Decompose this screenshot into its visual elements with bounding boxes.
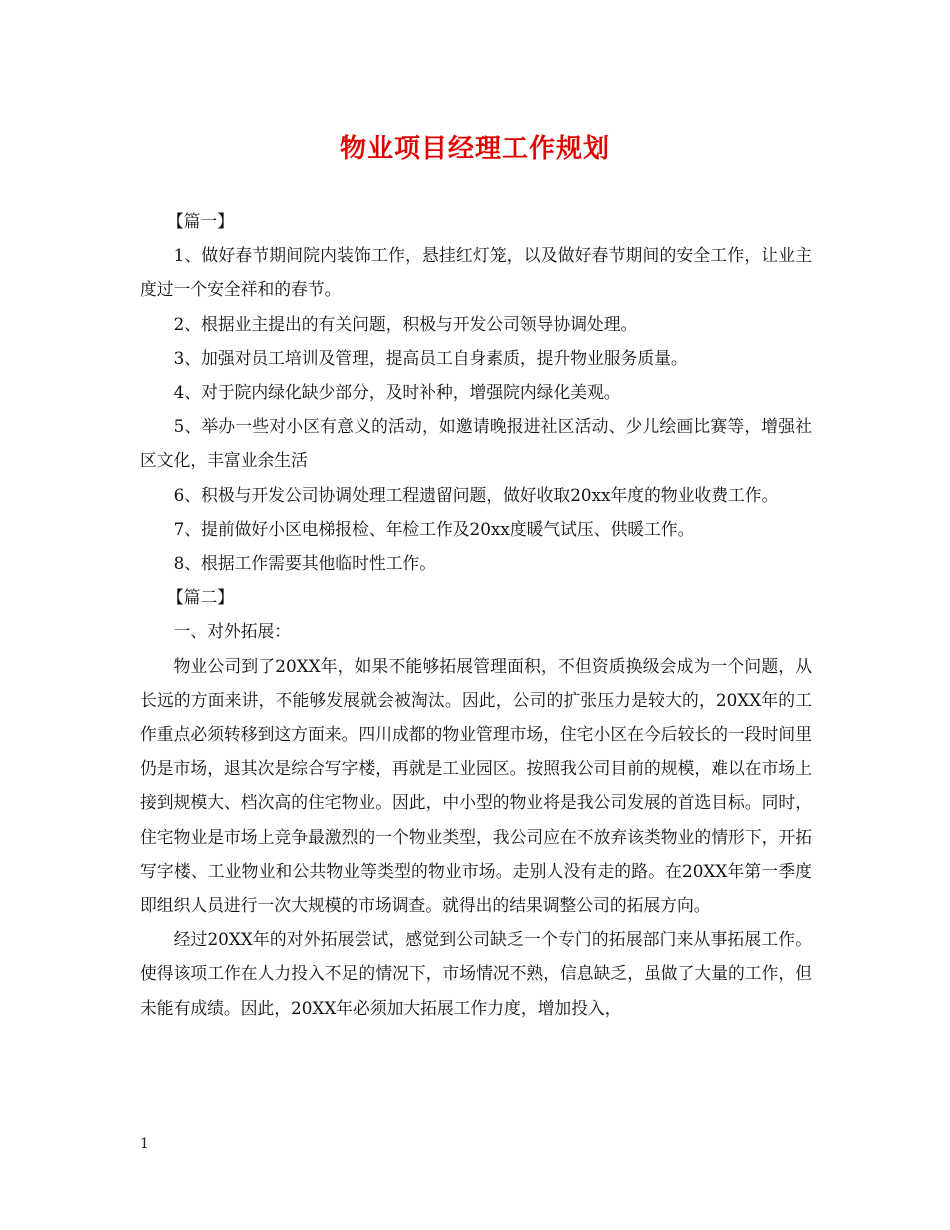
list-item: 3、加强对员工培训及管理，提高员工自身素质，提升物业服务质量。 (173, 347, 688, 368)
list-item: 8、根据工作需要其他临时性工作。 (173, 553, 436, 574)
document-title: 物业项目经理工作规划 (339, 134, 610, 164)
list-item: 7、提前做好小区电梯报检、年检工作及20xx度暖气试压、供暖工作。 (173, 518, 695, 539)
section-heading-1: 【篇一】 (166, 211, 235, 231)
body-paragraph: 经过20XX年的对外拓展尝试，感觉到公司缺乏一个专门的拓展部门来从事拓展工作。使得该项工作在人力投入不足的情况下，市场情况不熟，信息缺乏，虽做了大量的工作，但未能有成绩。因此，20XX年必须加大拓展工作力度，增加投入， (140, 929, 812, 1018)
list-item: 4、对于院内绿化缺少部分，及时补种，增强院内绿化美观。 (173, 382, 621, 403)
document-body (140, 204, 812, 1025)
list-item: 6、积极与开发公司协调处理工程遗留问题，做好收取20xx年度的物业收费工作。 (173, 484, 779, 505)
section-heading-2: 【篇二】 (166, 587, 235, 608)
body-paragraph: 物业公司到了20XX年，如果不能够拓展管理面积，不但资质换级会成为一个问题，从长远的方面来讲，不能够发展就会被淘汰。因此，公司的扩张压力是较大的，20XX年的工作重点必须转移到这方面来。四川成都的物业管理市场，住宅小区在今后较长的一段时间里仍是市场，退其次是综合写字楼，再就是工业园区。按照我公司目前的规模，难以在市场上接到规模大、档次高的住宅物业。因此，中小型的物业将是我公司发展的首选目标。同时，住宅物业是市场上竞争最激烈的一个物业类型，我公司应在不放弃该类物业的情形下，开拓写字楼、工业物业和公共物业等类型的物业市场。走别人没有走的路。在20XX年第一季度即组织人员进行一次大规模的市场调查。就得出的结果调整公司的拓展方向。 (140, 655, 812, 916)
list-item: 1、做好春节期间院内装饰工作，悬挂红灯笼，以及做好春节期间的安全工作，让业主度过一个安全祥和的春节。 (140, 245, 812, 300)
page-number: 1 (140, 1136, 149, 1152)
subheading: 一、对外拓展： (173, 621, 292, 642)
list-item: 2、根据业主提出的有关问题，积极与开发公司领导协调处理。 (173, 313, 638, 334)
list-item: 5、举办一些对小区有意义的活动，如邀请晚报进社区活动、少儿绘画比赛等，增强社区文化，丰富业余生活 (140, 416, 812, 471)
